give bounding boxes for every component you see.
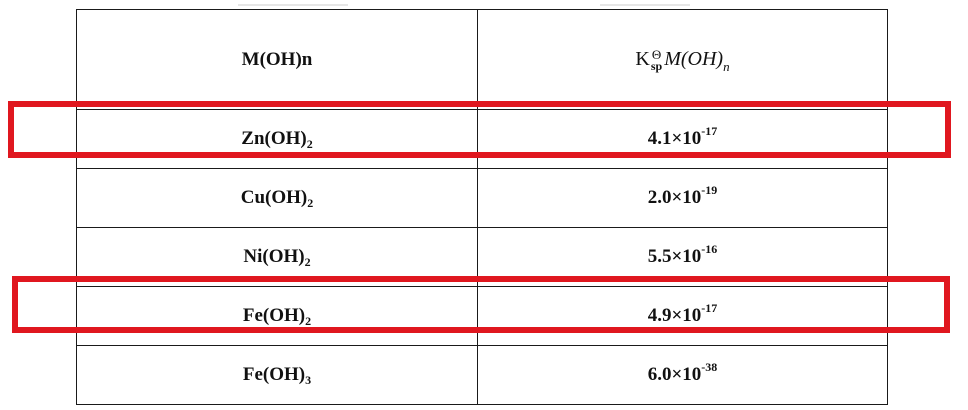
ksp-expression <box>664 48 730 74</box>
formula-cell <box>77 287 478 346</box>
formula-cell <box>77 346 478 405</box>
scan-smudge <box>238 4 348 6</box>
scan-smudge <box>600 4 690 6</box>
ksp-mantissa: 4.9×10 <box>647 305 702 326</box>
ksp-mantissa: 5.5×10 <box>647 246 702 267</box>
ksp-mantissa: 6.0×10 <box>647 364 702 385</box>
formula-subscript: 3 <box>305 373 312 387</box>
formula-base: Zn(OH) <box>241 128 307 149</box>
ksp-value-cell <box>478 346 888 405</box>
table-row <box>77 228 888 287</box>
formula-subscript: 2 <box>306 137 313 151</box>
ksp-expression-base: M(OH) <box>664 48 724 70</box>
formula-base: Cu(OH) <box>240 187 308 208</box>
formula-base: Ni(OH) <box>243 246 305 267</box>
formula-subscript: 2 <box>305 314 312 328</box>
ksp-mantissa: 4.1×10 <box>647 128 702 149</box>
header-row <box>77 10 888 110</box>
ksp-stack <box>651 48 662 72</box>
formula-subscript: 2 <box>307 196 314 210</box>
ksp-exponent: -17 <box>701 301 718 315</box>
table-row <box>77 110 888 169</box>
ksp-exponent: -19 <box>701 183 718 197</box>
table-row <box>77 287 888 346</box>
ksp-k: K <box>635 48 650 70</box>
ksp-exponent: -16 <box>701 242 718 256</box>
ksp-exponent: -17 <box>701 124 718 138</box>
ksp-mantissa: 2.0×10 <box>647 187 702 208</box>
formula-cell <box>77 228 478 287</box>
ksp-exponent: -38 <box>701 360 718 374</box>
ksp-value-cell <box>478 169 888 228</box>
ksp-expression-n: n <box>723 59 730 74</box>
ksp-value-cell <box>478 228 888 287</box>
table-row <box>77 169 888 228</box>
formula-subscript: 2 <box>304 255 311 269</box>
ksp-symbol <box>635 48 729 72</box>
ksp-sp-subscript: sp <box>650 58 663 73</box>
header-ksp <box>478 10 888 110</box>
formula-cell <box>77 169 478 228</box>
table-row <box>77 346 888 405</box>
ksp-table <box>76 9 888 405</box>
ksp-value-cell <box>478 110 888 169</box>
formula-cell <box>77 110 478 169</box>
formula-base: Fe(OH) <box>242 364 306 385</box>
ksp-value-cell <box>478 287 888 346</box>
header-formula <box>77 10 478 110</box>
standard-state-symbol: Θ <box>651 46 662 62</box>
header-formula-label: M(OH)n <box>241 48 313 70</box>
formula-base: Fe(OH) <box>242 305 306 326</box>
